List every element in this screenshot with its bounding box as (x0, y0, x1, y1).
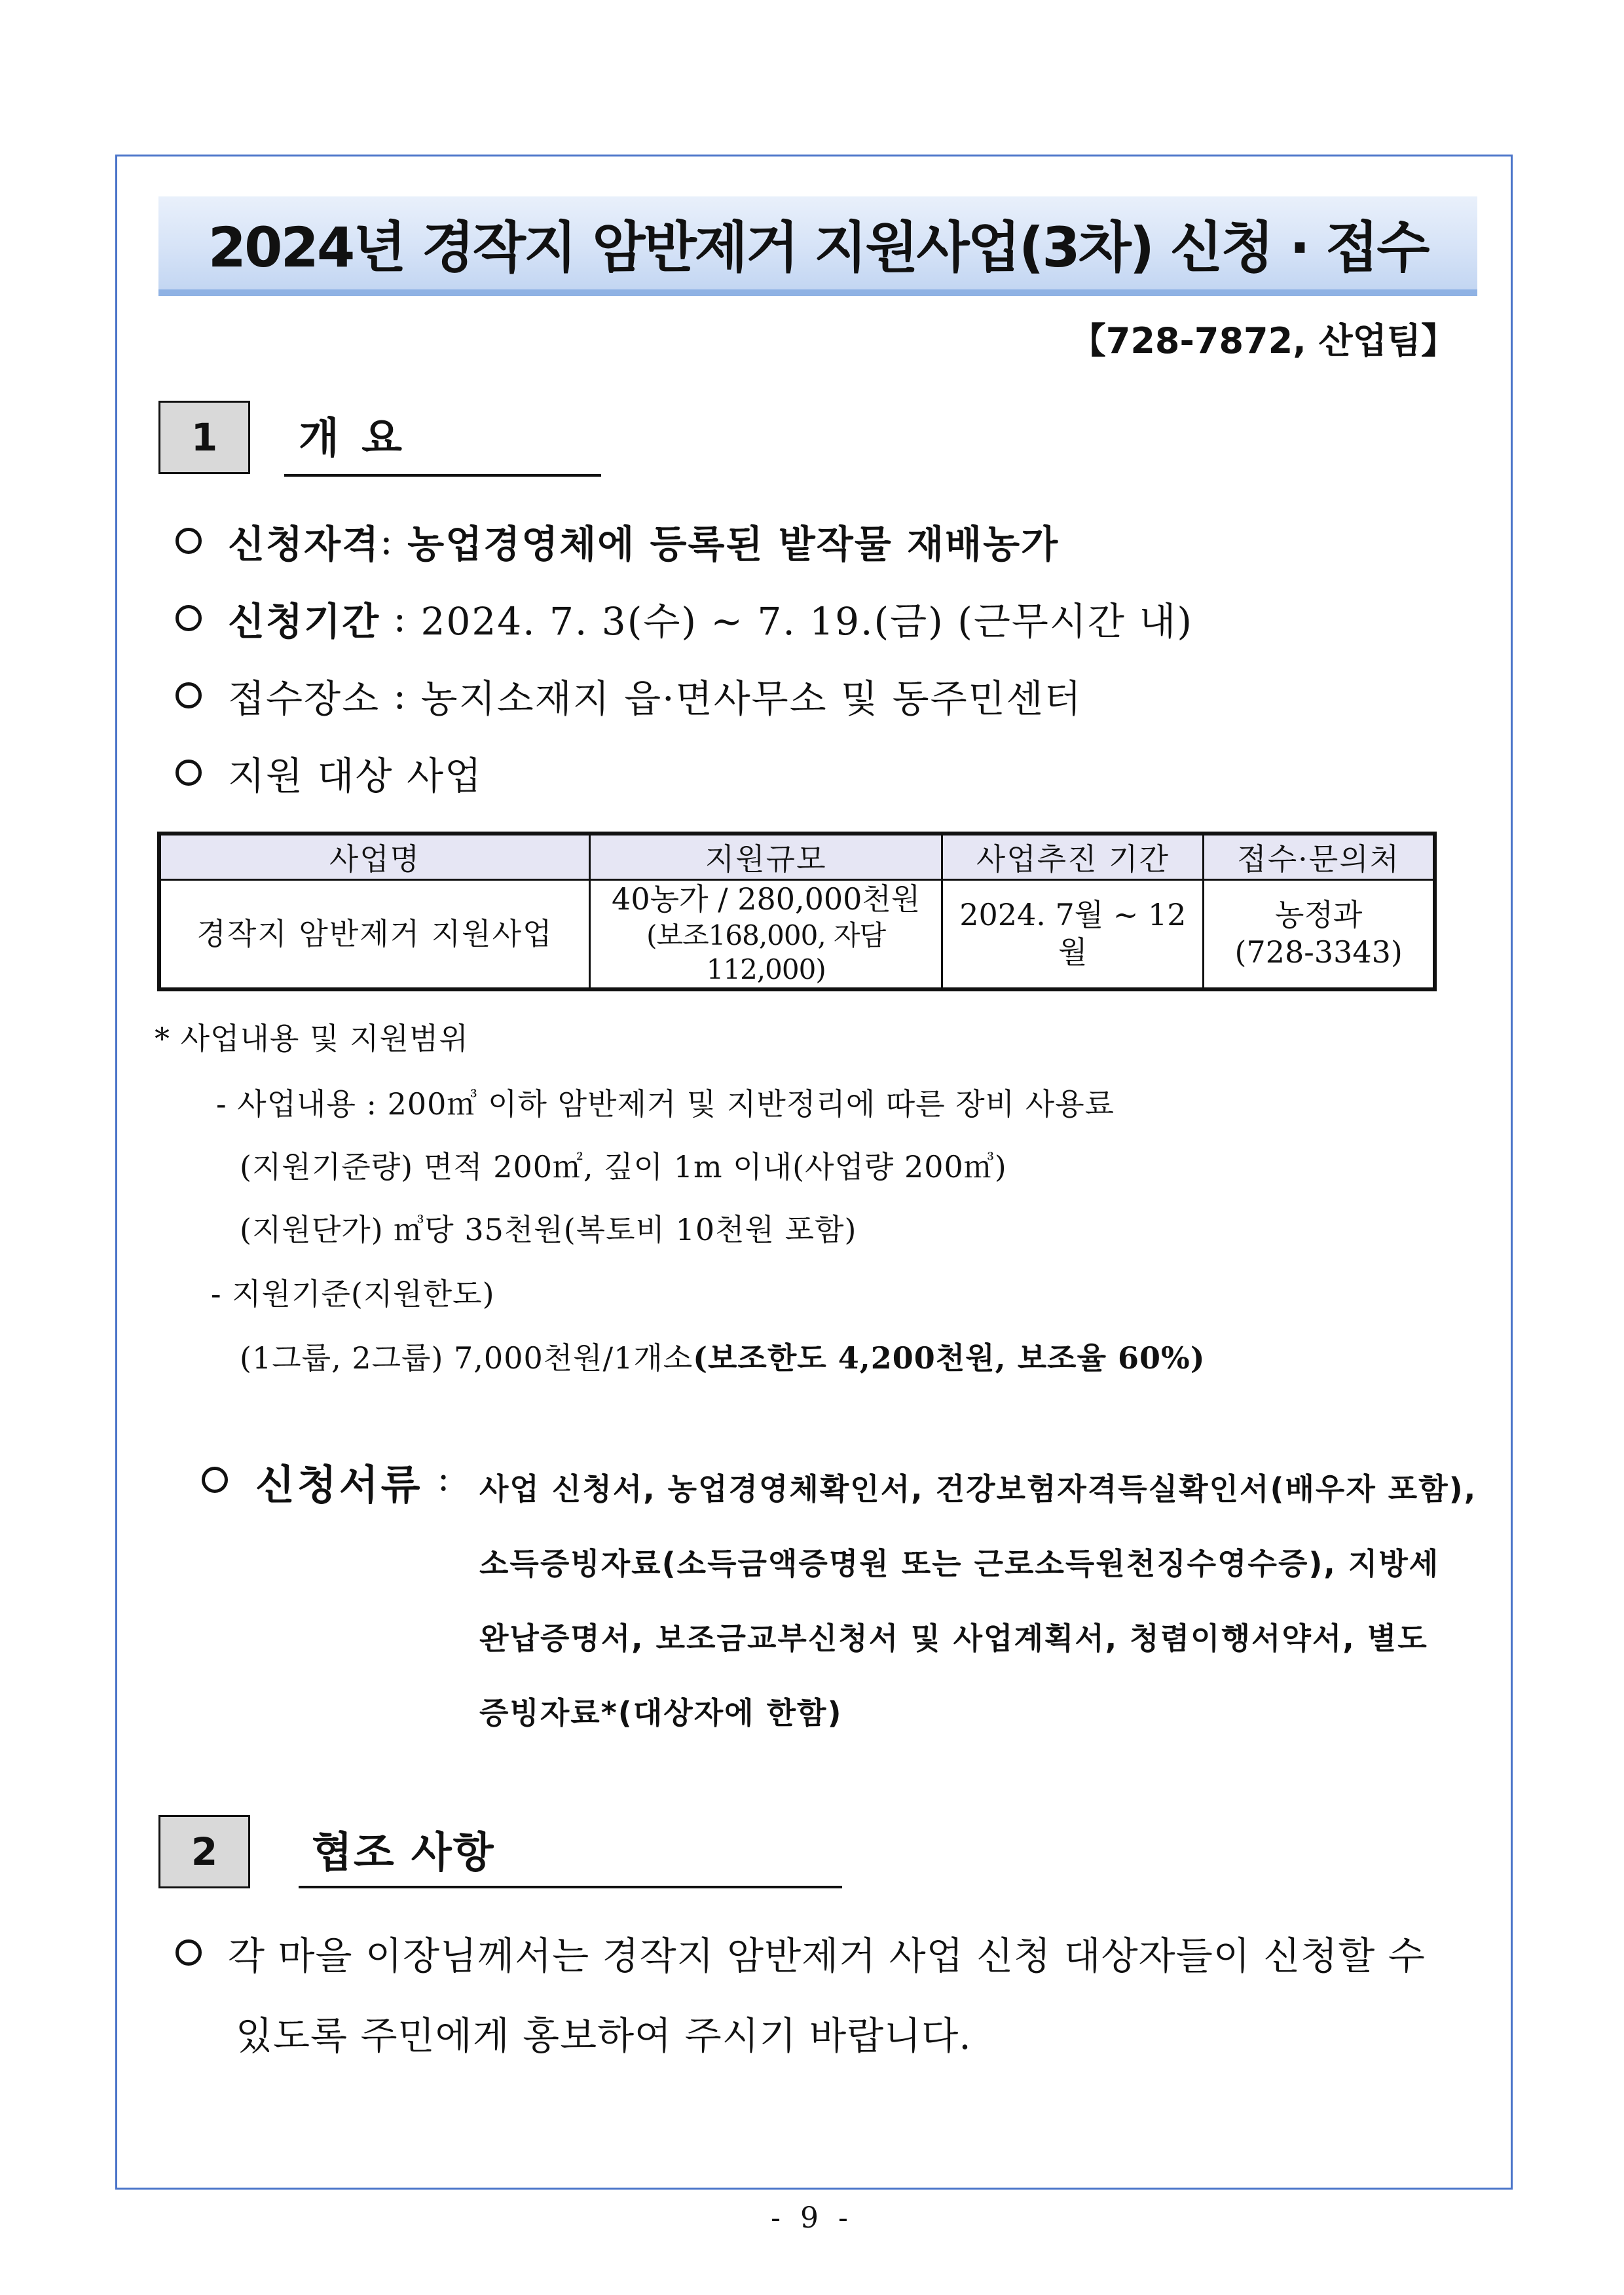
contact-info: 【728-7872, 산업팀】 (1070, 320, 1456, 361)
documents-line-4: 증빙자료*(대상자에 한함) (479, 1695, 843, 1731)
contact-dept: 농정과 (1275, 896, 1363, 932)
circle-bullet-icon (175, 1939, 202, 1966)
section-2-title: 협조 사항 (312, 1829, 495, 1877)
notes-heading: * 사업내용 및 지원범위 (155, 1021, 469, 1056)
circle-bullet-icon (175, 528, 202, 554)
location-label: 접수장소 (228, 676, 380, 721)
notes-line-limit (240, 1334, 1206, 1378)
contact-phone: (728-3343) (1234, 934, 1403, 970)
documents-line-2: 소득증빙자료(소득금액증명원 또는 근로소득원천징수영수증), 지방세 (479, 1546, 1440, 1581)
list-item-period (175, 595, 1193, 642)
circle-bullet-icon (175, 760, 202, 786)
section-2-number: 2 (158, 1815, 250, 1888)
documents-line-1: 사업 신청서, 농업경영체확인서, 건강보험자격득실확인서(배우자 포함), (479, 1471, 1477, 1507)
project-table (157, 832, 1437, 991)
list-item-eligibility (175, 517, 1059, 564)
list-item-cooperation (175, 1928, 1426, 1977)
notes-line-unit-price: (지원단가) ㎥당 35천원(복토비 10천원 포함) (240, 1212, 857, 1247)
notes-line-standard: (지원기준량) 면적 200㎡, 깊이 1m 이내(사업량 200㎥) (240, 1149, 1007, 1184)
eligibility-sep: : (380, 519, 408, 563)
limit-amount: (1그룹, 2그룹) 7,000천원/1개소 (240, 1340, 693, 1376)
cooperation-line-1: 각 마을 이장님께서는 경작지 암반제거 사업 신청 대상자들이 신청할 수 (228, 1934, 1426, 1978)
limit-subsidy: (보조한도 4,200천원, 보조율 60%) (693, 1340, 1206, 1376)
section-1-underline (284, 474, 601, 477)
table-row (159, 880, 1435, 989)
list-item-location (175, 672, 1082, 719)
document-title: 2024년 경작지 암반제거 지원사업(3차) 신청 · 접수 (208, 215, 1428, 280)
table-header-cell: 지원규모 (589, 834, 942, 880)
table-header-cell: 접수·문의처 (1204, 834, 1435, 880)
documents-line-3: 완납증명서, 보조금교부신청서 및 사업계획서, 청렴이행서약서, 별도 (479, 1621, 1428, 1656)
project-scale-cell (589, 880, 942, 989)
circle-bullet-icon (175, 682, 202, 708)
cooperation-line-2: 있도록 주민에게 홍보하여 주시기 바랍니다. (236, 2013, 972, 2058)
project-contact-cell (1204, 880, 1435, 989)
title-banner (158, 196, 1477, 296)
period-value: 2024. 7. 3(수) ~ 7. 19.(금) (근무시간 내) (420, 599, 1194, 644)
scale-line-2: (보조168,000, 자담112,000) (646, 919, 886, 985)
project-name-cell: 경작지 암반제거 지원사업 (159, 880, 589, 989)
target-project-label: 지원 대상 사업 (228, 754, 483, 798)
location-value: 농지소재지 읍·면사무소 및 동주민센터 (420, 676, 1082, 721)
list-item-target-project (175, 749, 483, 796)
period-sep: : (380, 596, 421, 640)
page-number: - 9 - (771, 2201, 853, 2235)
notes-line-limit-heading: - 지원기준(지원한도) (211, 1276, 495, 1312)
location-sep: : (380, 673, 421, 718)
notes-line-content: - 사업내용 : 200㎥ 이하 암반제거 및 지반정리에 따른 장비 사용료 (216, 1086, 1115, 1122)
period-label: 신청기간 (228, 599, 380, 644)
circle-bullet-icon (175, 605, 202, 631)
table-header-cell: 사업추진 기간 (942, 834, 1204, 880)
project-period-cell: 2024. 7월 ~ 12월 (942, 880, 1204, 989)
table-header-cell: 사업명 (159, 834, 589, 880)
eligibility-value: 농업경영체에 등록된 밭작물 재배농가 (407, 522, 1060, 566)
documents-label: 신청서류 (255, 1461, 423, 1509)
table-header-row (159, 834, 1435, 880)
section-2-underline (299, 1886, 842, 1888)
section-1-number: 1 (158, 401, 250, 474)
section-1-title: 개 요 (299, 414, 406, 463)
eligibility-label: 신청자격 (228, 522, 380, 566)
documents-colon: : (437, 1458, 450, 1499)
scale-line-1: 40농가 / 280,000천원 (612, 881, 921, 917)
circle-bullet-icon (202, 1467, 228, 1493)
